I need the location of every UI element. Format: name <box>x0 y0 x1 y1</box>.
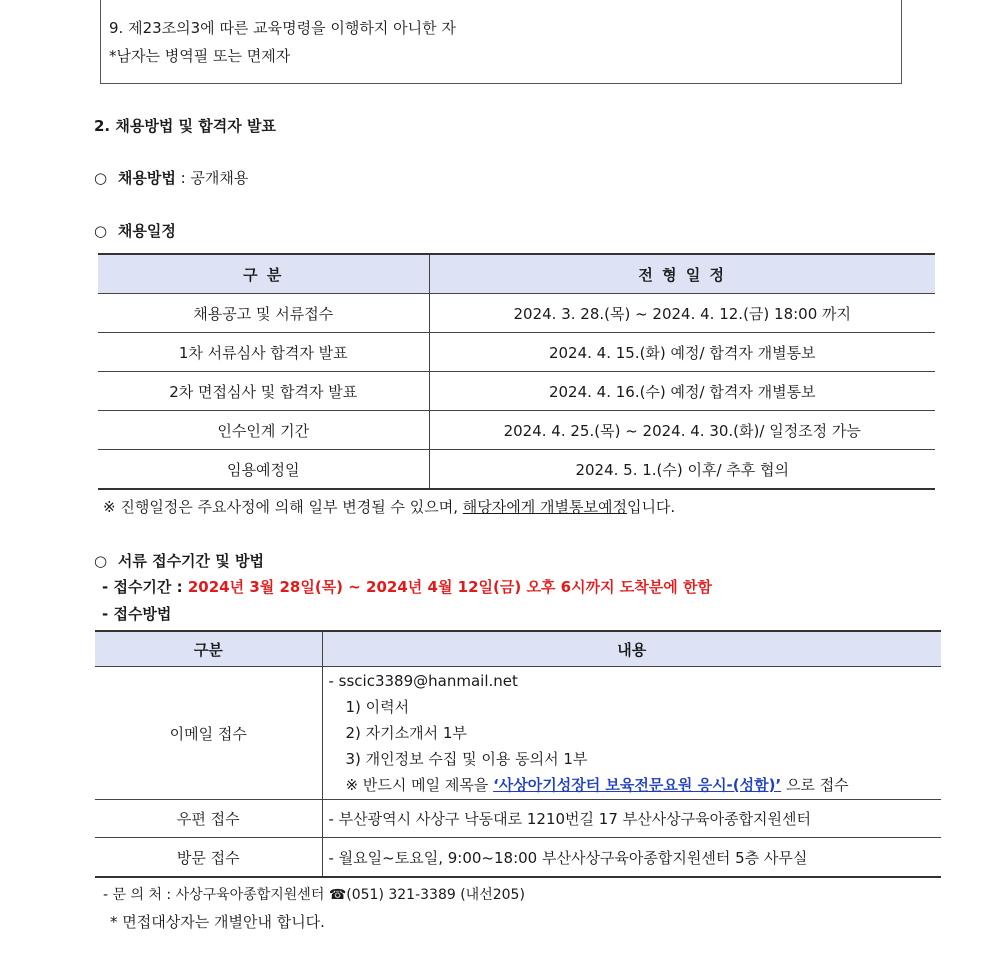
email-content <box>322 667 941 800</box>
phone-number: (051) 321-3389 (내선205) <box>346 887 525 903</box>
eligibility-line-9: 9. 제23조의3에 따른 교육명령을 이행하지 아니한 자 <box>109 19 456 37</box>
schedule-date: 2024. 4. 15.(화) 예정/ 합격자 개별통보 <box>429 333 935 372</box>
schedule-stage: 1차 서류심사 합격자 발표 <box>98 333 429 372</box>
schedule-date: 2024. 5. 1.(수) 이후/ 추후 협의 <box>429 450 935 490</box>
schedule-stage: 채용공고 및 서류접수 <box>98 294 429 333</box>
application-label: 서류 접수기간 및 방법 <box>117 552 264 570</box>
section-title: 2. 채용방법 및 합격자 발표 <box>94 117 276 135</box>
period-label: - 접수기간 : <box>102 578 188 596</box>
schedule-table <box>98 253 935 490</box>
military-note: *남자는 병역필 또는 면제자 <box>109 47 291 65</box>
email-label: 이메일 접수 <box>95 667 322 800</box>
interview-note: * 면접대상자는 개별안내 합니다. <box>110 913 325 931</box>
table-row <box>98 333 935 372</box>
period-value: 2024년 3월 28일(목) ~ 2024년 4월 12일(금) 오후 6시까지 도착분에 한함 <box>187 578 712 596</box>
table-row <box>98 450 935 490</box>
note-text: ※ 진행일정은 주요사정에 의해 일부 변경될 수 있으며, <box>103 498 463 516</box>
note-suffix: 으로 접수 <box>781 776 849 794</box>
application-table <box>95 630 941 878</box>
schedule-stage: 2차 면접심사 및 합격자 발표 <box>98 372 429 411</box>
schedule-date: 2024. 4. 16.(수) 예정/ 합격자 개별통보 <box>429 372 935 411</box>
visit-label: 방문 접수 <box>95 838 322 878</box>
bullet: ○ <box>94 169 108 187</box>
note-prefix: ※ 반드시 메일 제목을 <box>345 776 494 794</box>
schedule-label: 채용일정 <box>117 222 176 240</box>
schedule-heading <box>94 220 176 241</box>
schedule-stage: 인수인계 기간 <box>98 411 429 450</box>
note-suffix: 입니다. <box>626 498 676 516</box>
method-sep: : <box>175 169 191 187</box>
email-title-note <box>329 772 942 798</box>
table-row <box>95 800 941 838</box>
column-header: 구 분 <box>98 254 429 294</box>
list-item: 1) 이력서 <box>345 698 410 716</box>
column-header: 구분 <box>95 631 322 667</box>
table-row <box>98 411 935 450</box>
note-underlined: 해당자에게 개별통보예정 <box>462 498 627 516</box>
contact-label: - 문 의 처 : 사상구육아종합지원센터 <box>103 887 329 903</box>
application-heading <box>94 550 264 571</box>
method-sublabel: - 접수방법 <box>102 605 172 623</box>
table-header-row <box>95 631 941 667</box>
bullet: ○ <box>94 552 108 570</box>
schedule-note <box>103 496 675 517</box>
list-item: 2) 자기소개서 1부 <box>345 724 467 742</box>
schedule-stage: 임용예정일 <box>98 450 429 490</box>
post-address: - 부산광역시 사상구 낙동대로 1210번길 17 부산사상구육아종합지원센터 <box>322 800 941 838</box>
visit-info: - 월요일~토요일, 9:00~18:00 부산사상구육아종합지원센터 5층 사무실 <box>322 838 941 878</box>
application-period <box>102 576 712 597</box>
bullet: ○ <box>94 222 108 240</box>
schedule-date: 2024. 3. 28.(목) ~ 2024. 4. 12.(금) 18:00 까지 <box>429 294 935 333</box>
schedule-date: 2024. 4. 25.(목) ~ 2024. 4. 30.(화)/ 일정조정 가능 <box>429 411 935 450</box>
table-row <box>95 667 941 800</box>
contact-line <box>103 884 525 904</box>
method-value: 공개채용 <box>190 169 249 187</box>
table-row <box>98 372 935 411</box>
email-address: - sscic3389@hanmail.net <box>328 672 518 690</box>
table-header-row <box>98 254 935 294</box>
column-header: 전 형 일 정 <box>429 254 935 294</box>
list-item: 3) 개인정보 수집 및 이용 동의서 1부 <box>345 750 588 768</box>
phone-icon: ☎ <box>328 887 347 903</box>
table-row <box>98 294 935 333</box>
table-row <box>95 838 941 878</box>
post-label: 우편 접수 <box>95 800 322 838</box>
eligibility-box <box>100 0 902 84</box>
method-line <box>94 167 248 188</box>
required-subject: ‘사상아기성장터 보육전문요원 응시-(성함)’ <box>493 776 782 794</box>
method-label: 채용방법 <box>117 169 176 187</box>
column-header: 내용 <box>322 631 941 667</box>
